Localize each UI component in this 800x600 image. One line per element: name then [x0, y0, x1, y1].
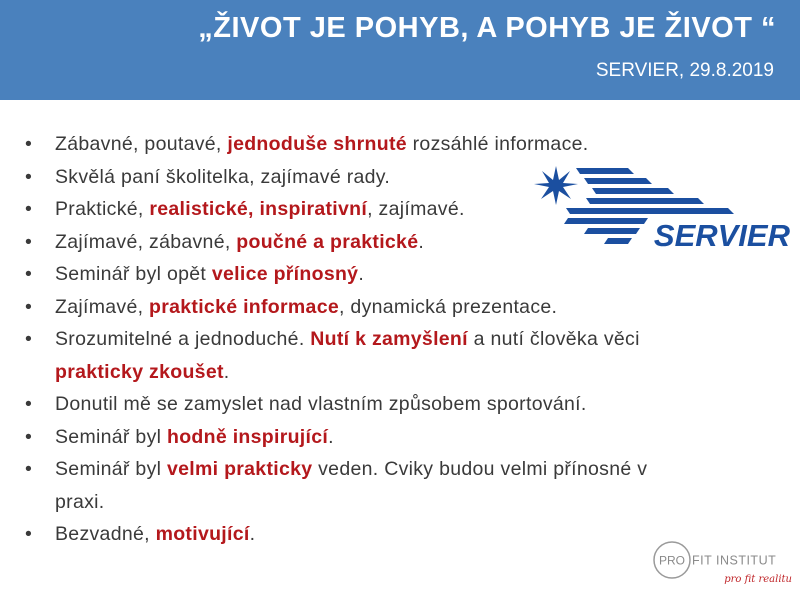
list-item: • Zábavné, poutavé, jednoduše shrnuté rozsáhlé informace. — [25, 128, 785, 161]
servier-logo — [528, 162, 794, 254]
list-item: • Skvělá paní školitelka, zajímavé rady. — [25, 161, 785, 194]
star-icon — [534, 166, 578, 205]
highlight-text: praktické informace — [149, 295, 339, 318]
bullet-icon: • — [25, 458, 33, 480]
svg-text:pro fit realitu: pro fit realitu — [724, 574, 792, 585]
highlight-text: poučné a praktické — [236, 230, 419, 253]
bullet-icon: • — [25, 230, 33, 253]
bullet-icon: • — [25, 393, 33, 415]
list-item: • Seminář byl velmi prakticky veden. Cviky budou velmi přínosné v praxi. — [25, 453, 785, 518]
list-item: • Zajímavé, zábavné, poučné a praktické. — [25, 226, 785, 259]
highlight-text: motivující — [155, 523, 250, 545]
bullet-icon: • — [25, 295, 33, 318]
highlight-text: prakticky zkoušet — [55, 360, 224, 383]
servier-wordmark: SERVIER — [653, 218, 790, 253]
bullet-icon: • — [25, 425, 33, 448]
list-item: • Seminář byl hodně inspirující. — [25, 421, 785, 454]
list-item: • Zajímavé, praktické informace, dynamická prezentace. — [25, 291, 785, 324]
bullet-icon: • — [25, 133, 33, 155]
bullet-icon: • — [25, 523, 33, 545]
svg-text:FIT INSTITUT: FIT INSTITUT — [692, 553, 777, 568]
list-item: • Srozumitelné a jednoduché. Nutí k zamyšlení a nutí člověka věci prakticky zkoušet. — [25, 323, 785, 388]
bullet-icon: • — [25, 165, 33, 188]
list-item: • Praktické, realistické, inspirativní, zajímavé. — [25, 193, 785, 226]
bullet-icon: • — [25, 263, 33, 285]
svg-text:PRO: PRO — [658, 553, 686, 568]
highlight-text: hodně inspirující — [166, 425, 329, 448]
page-subtitle: SERVIER, 29.8.2019 — [595, 60, 774, 81]
highlight-text: velice přínosný — [211, 263, 359, 285]
highlight-text: velmi prakticky — [166, 458, 313, 480]
list-item: • Donutil mě se zamyslet nad vlastním způsobem sportování. — [25, 388, 785, 421]
bullet-icon: • — [25, 328, 33, 350]
bullet-icon: • — [25, 198, 33, 220]
profit-institut-logo — [652, 538, 794, 594]
list-item: • Seminář byl opět velice přínosný. — [25, 258, 785, 291]
list-item: • Bezvadné, motivující. — [25, 518, 785, 551]
highlight-text: jednoduše shrnuté — [227, 133, 407, 155]
highlight-text: Nutí k zamyšlení — [310, 328, 468, 350]
page-title: „ŽIVOT JE POHYB, A POHYB JE ŽIVOT “ — [198, 12, 776, 44]
title-bar — [0, 0, 800, 100]
highlight-text: realistické, inspirativní — [149, 198, 368, 220]
